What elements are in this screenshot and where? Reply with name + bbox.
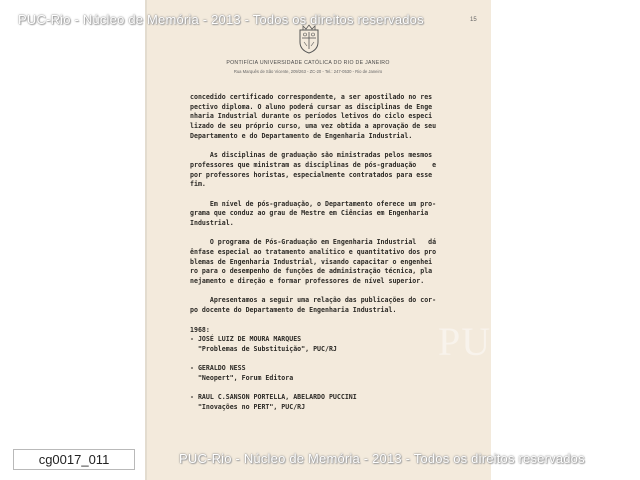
document-line: fim. <box>190 180 206 189</box>
document-line: 1968: <box>190 325 210 334</box>
letterhead-address: Rua Marquês de São Vicente, 209/263 - ZC-20 - Tel.: 247-0530 - Rio de Janeiro <box>233 69 383 74</box>
document-line: professores que ministram as disciplinas de pós-graduação e <box>190 160 437 169</box>
document-line: O programa de Pós-Graduação em Engenharia Industrial dá <box>190 238 437 247</box>
page-number: 15 <box>470 17 477 23</box>
document-line: Apresentamos a seguir uma relação das publicações do cor- <box>190 296 437 305</box>
document-id-label: cg0017_011 <box>13 449 135 470</box>
document-line: - JOSÉ LUIZ DE MOURA MARQUES <box>190 335 302 344</box>
document-line: "Inovações no PERT", PUC/RJ <box>190 403 306 411</box>
document-line: nejamento e direção e formar professores de nível superior. <box>190 277 425 286</box>
document-line <box>190 141 468 151</box>
document-line: ênfase especial ao tratamento analítico e quantitativo dos pro <box>190 248 437 256</box>
document-line: por professores horistas, especialmente contratados para esse <box>190 170 433 179</box>
document-line: - RAUL C.SANSON PORTELLA, ABELARDO PUCCINI <box>190 393 357 402</box>
document-line <box>190 316 468 326</box>
document-line <box>190 384 468 394</box>
document-line: grama que conduz ao grau de Mestre em Ciências em Engenharia <box>190 209 429 218</box>
university-crest-icon <box>296 22 322 54</box>
letterhead-institution: PONTIFÍCIA UNIVERSIDADE CATÓLICA DO RIO DE JANEIRO <box>226 60 390 66</box>
document-line: As disciplinas de graduação são ministradas pelos mesmos <box>190 151 433 160</box>
document-line <box>190 287 468 297</box>
document-line <box>190 355 468 365</box>
watermark-bottom: PUC-Rio - Núcleo de Memória - 2013 - Todos os direitos reservados <box>179 451 585 466</box>
document-line: Em nível de pós-graduação, o Departamento oferece um pro- <box>190 199 437 208</box>
document-line: "Neopert", Forum Editora <box>190 373 294 382</box>
document-line: ro para o desempenho de funções de administração técnica, pla <box>190 267 433 276</box>
background-mark: PUC <box>438 319 519 364</box>
document-line: "Problemas de Substituição", PUC/RJ <box>190 344 337 353</box>
document-line: concedido certificado correspondente, a ser apostilado no res <box>190 93 433 101</box>
watermark-top: PUC-Rio - Núcleo de Memória - 2013 - Todos os direitos reservados <box>18 12 424 27</box>
document-line: blemas de Engenharia Industrial, visando capacitar o engenhei <box>190 257 433 266</box>
document-line: pectivo diploma. O aluno poderá cursar as disciplinas de Enge <box>190 102 433 111</box>
document-line: nharia Industrial durante os períodos letivos do ciclo especi <box>190 112 433 121</box>
document-line: - GERALDO NESS <box>190 364 246 373</box>
document-line: po docente do Departamento de Engenharia Industrial. <box>190 306 397 315</box>
document-body <box>190 93 468 413</box>
document-line: Industrial. <box>190 218 234 227</box>
document-line: Departamento e do Departamento de Engenharia Industrial. <box>190 131 413 140</box>
document-line <box>190 229 468 239</box>
document-line: lizado de seu próprio curso, uma vez obtida a aprovação de seu <box>190 122 437 131</box>
document-line <box>190 190 468 200</box>
